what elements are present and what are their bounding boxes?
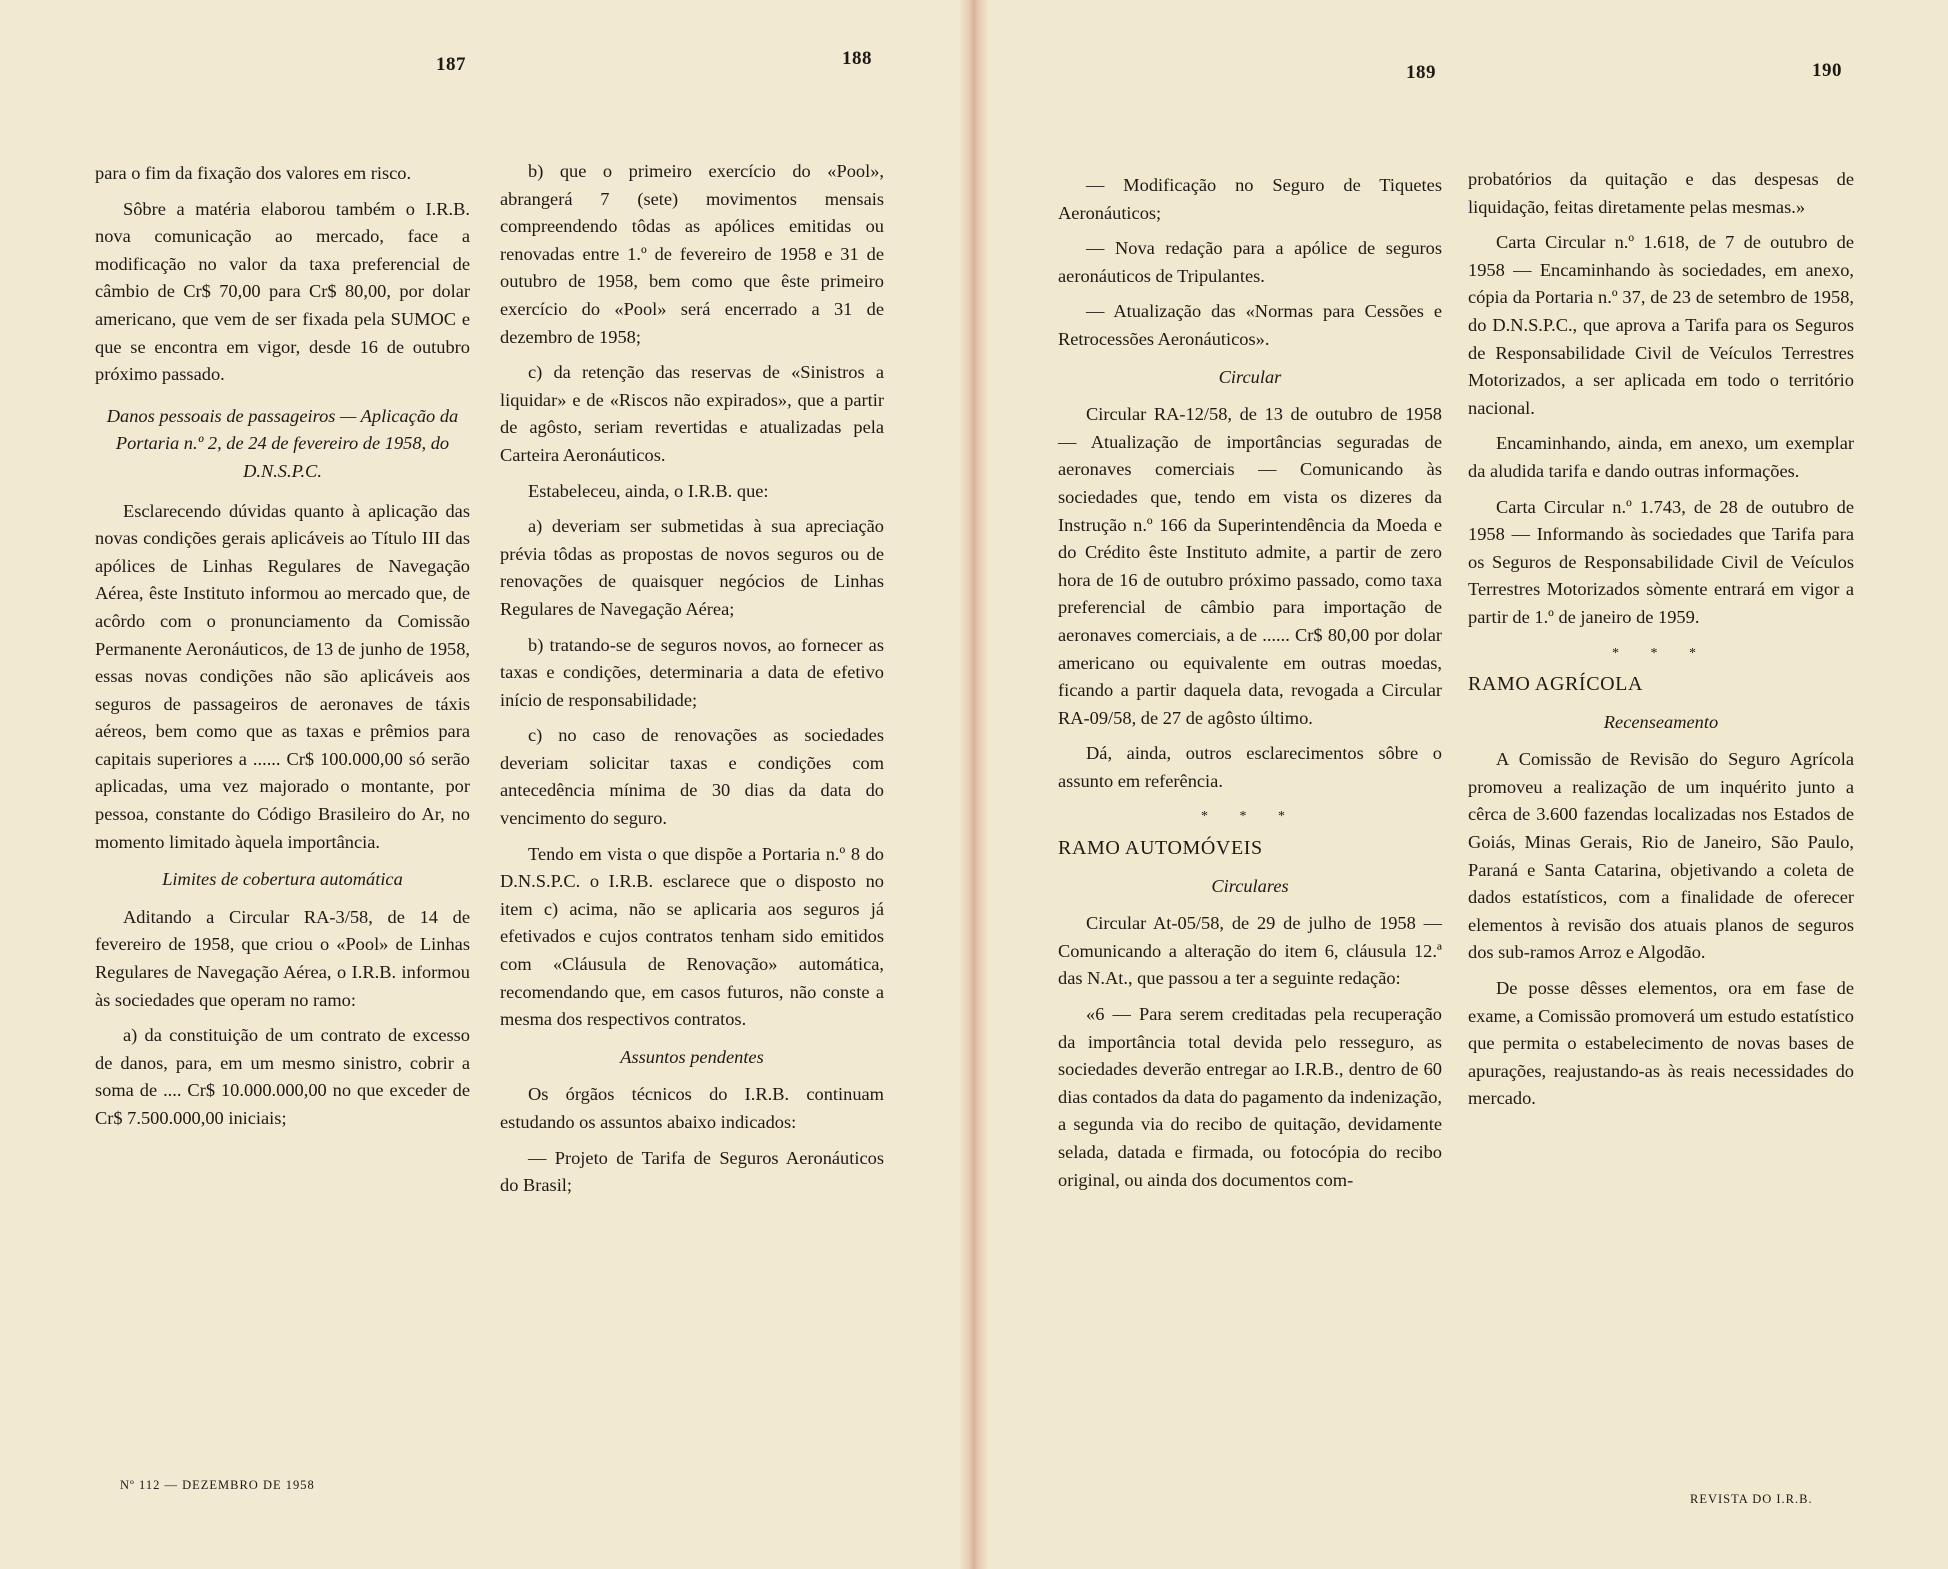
section-heading: Circulares xyxy=(1211,875,1289,896)
list-item: — Projeto de Tarifa de Seguros Aeronáuticos do Brasil; xyxy=(500,1147,884,1196)
column-page-189 xyxy=(1058,172,1442,1202)
column-page-190 xyxy=(1468,166,1854,1121)
list-item: b) que o primeiro exercício do «Pool», abrangerá 7 (sete) movimentos mensais compreendendo tôdas as apólices emitidas ou renovadas entre 1.º de fevereiro de 1958 e 31 de outubro de 1958, bem como que êste primeiro exercício do «Pool» será encerrado a 31 de dezembro de 1958; xyxy=(500,161,884,347)
paragraph: Esclarecendo dúvidas quanto à aplicação das novas condições gerais aplicáveis ao Título III das apólices de Linhas Regulares de Navegação Aérea, êste Instituto informou ao mercado que, de acôrdo com o pronunciamento da Comissão Permanente Aeronáuticos, de 13 de junho de 1958, essas novas condições não são aplicáveis aos seguros de passageiros de aeronaves de táxis aéreos, bem como que as taxas e prêmios para capitais superiores a ...... Cr$ 100.000,00 só serão aplicadas, uma vez majorado o montante, por pessoa, constante do Código Brasileiro do Ar, no momento limitado àquela importância. xyxy=(95,500,470,852)
book-gutter xyxy=(960,0,988,1569)
list-item: — Atualização das «Normas para Cessões e Retrocessões Aeronáuticos». xyxy=(1058,301,1442,349)
paragraph: Aditando a Circular RA-3/58, de 14 de fevereiro de 1958, que criou o «Pool» de Linhas Regulares de Navegação Aérea, o I.R.B. informou às sociedades que operam no ramo: xyxy=(95,906,470,1010)
column-page-187 xyxy=(95,160,470,1141)
section-heading: Circular xyxy=(1218,366,1282,387)
list-item: a) da constituição de um contrato de excesso de danos, para, em um mesmo sinistro, cobrir a soma de .... Cr$ 10.000.000,00 no que exceder de Cr$ 7.500.000,00 iniciais; xyxy=(95,1025,470,1128)
list-item: — Nova redação para a apólice de seguros aeronáuticos de Tripulantes. xyxy=(1058,238,1442,286)
list-item: b) tratando-se de seguros novos, ao fornecer as taxas e condições, determinaria a data de efetivo início de responsabilidade; xyxy=(500,634,884,710)
footer-issue: Nº 112 — DEZEMBRO DE 1958 xyxy=(120,1478,315,1492)
paragraph: Dá, ainda, outros esclarecimentos sôbre o assunto em referência. xyxy=(1058,743,1442,791)
page-number-188: 188 xyxy=(842,48,872,69)
page-number-190: 190 xyxy=(1812,60,1842,81)
page-number-189: 189 xyxy=(1406,62,1436,83)
footer-journal: REVISTA DO I.R.B. xyxy=(1690,1492,1813,1506)
paragraph: Tendo em vista o que dispõe a Portaria n.º 8 do D.N.S.P.C. o I.R.B. esclarece que o disposto no item c) acima, não se aplicaria aos seguros já efetivados e cujos contratos tenham sido emitidos com «Cláusula de Renovação» automática, recomendando que, em casos futuros, não conste a mesma dos respectivos contratos. xyxy=(500,843,884,1030)
paragraph: Encaminhando, ainda, em anexo, um exemplar da aludida tarifa e dando outras informações. xyxy=(1468,433,1854,481)
section-heading: Limites de cobertura automática xyxy=(162,869,403,890)
paragraph: para o fim da fixação dos valores em risco. xyxy=(95,163,412,183)
paragraph: A Comissão de Revisão do Seguro Agrícola promoveu a realização de um inquérito junto a cêrca de 3.600 fazendas localizadas nos Estados de Goiás, Minas Gerais, Rio de Janeiro, São Paulo, Paraná e Santa Catarina, objetivando a coleta de dados estatísticos, com a finalidade de oferecer elementos à revisão dos atuais planos de seguros dos sub-ramos Arroz e Algodão. xyxy=(1468,749,1854,963)
list-item: c) da retenção das reservas de «Sinistros a liquidar» e de «Riscos não expirados», que a partir de agôsto, seriam revertidas e atualizadas pela Carteira Aeronáuticos. xyxy=(500,362,884,465)
paragraph: Estabeleceu, ainda, o I.R.B. que: xyxy=(528,480,769,501)
paragraph: probatórios da quitação e das despesas de liquidação, feitas diretamente pelas mesmas.» xyxy=(1468,169,1854,217)
section-heading: Danos pessoais de passageiros — Aplicação da Portaria n.º 2, de 24 de fevereiro de 1958, do D.N.S.P.C. xyxy=(106,405,459,481)
paragraph: Carta Circular n.º 1.618, de 7 de outubro de 1958 — Encaminhando às sociedades, em anexo, cópia da Portaria n.º 37, de 23 de setembro de 1958, do D.N.S.P.C., que aprova a Tarifa para os Seguros de Responsabilidade Civil de Veículos Terrestres Motorizados, a ser aplicada em todo o território nacional. xyxy=(1468,232,1854,418)
paragraph: Carta Circular n.º 1.743, de 28 de outubro de 1958 — Informando às sociedades que Tarifa para os Seguros de Responsabilidade Civil de Veículos Terrestres Motorizados sòmente entrará em vigor a partir de 1.º de janeiro de 1959. xyxy=(1468,496,1854,627)
paragraph: Circular At-05/58, de 29 de julho de 1958 — Comunicando a alteração do item 6, cláusula 12.ª das N.At., que passou a ter a seguinte redação: xyxy=(1058,913,1442,989)
paragraph: De posse dêsses elementos, ora em fase de exame, a Comissão promoverá um estudo estatístico que permita o estabelecimento de novas bases de apurações, reajustando-as às reais necessidades do mercado. xyxy=(1468,978,1854,1109)
list-item: a) deveriam ser submetidas à sua apreciação prévia tôdas as propostas de novos seguros ou de renovações de quaisquer negócios de Linhas Regulares de Navegação Aérea; xyxy=(500,516,884,619)
paragraph: Os órgãos técnicos do I.R.B. continuam estudando os assuntos abaixo indicados: xyxy=(500,1084,884,1132)
page-number-187: 187 xyxy=(436,54,466,75)
paragraph: Sôbre a matéria elaborou também o I.R.B. nova comunicação ao mercado, face a modificação no valor da taxa preferencial de câmbio de Cr$ 70,00 para Cr$ 80,00, por dolar americano, que vem de ser fixada pela SUMOC e que se encontra em vigor, desde 16 de outubro próximo passado. xyxy=(95,198,470,385)
paragraph: «6 — Para serem creditadas pela recuperação da importância total devida pelo resseguro, as sociedades deverão entregar ao I.R.B., dentro de 60 dias contados da data do pagamento da indenização, a segunda via do recibo de quitação, devidamente selada, datada e firmada, ou fotocópia do recibo original, ou ainda dos documentos com- xyxy=(1058,1004,1443,1190)
section-heading: Assuntos pendentes xyxy=(620,1046,764,1067)
section-divider: * * * xyxy=(1612,645,1710,661)
section-divider: * * * xyxy=(1201,809,1299,825)
section-title: RAMO AUTOMÓVEIS xyxy=(1058,837,1263,860)
paragraph: Circular RA-12/58, de 13 de outubro de 1958 — Atualização de importâncias seguradas de aeronaves comerciais — Comunicando às sociedades que, tendo em vista os dizeres da Instrução n.º 166 da Superintendência da Moeda e do Crédito êste Instituto admite, a partir de zero hora de 16 de outubro próximo passado, como taxa preferencial de câmbio para importação de aeronaves comerciais, a de ...... Cr$ 80,00 por dolar americano ou equivalente em outras moedas, ficando a partir daquela data, revogada a Circular RA-09/58, de 27 de agôsto último. xyxy=(1058,404,1442,728)
section-title: RAMO AGRÍCOLA xyxy=(1468,673,1644,696)
list-item: — Modificação no Seguro de Tiquetes Aeronáuticos; xyxy=(1058,175,1442,223)
column-page-188 xyxy=(500,158,884,1208)
list-item: c) no caso de renovações as sociedades deveriam solicitar taxas e condições com antecedência mínima de 30 dias da data do vencimento do seguro. xyxy=(500,725,884,829)
section-heading: Recenseamento xyxy=(1603,711,1719,732)
